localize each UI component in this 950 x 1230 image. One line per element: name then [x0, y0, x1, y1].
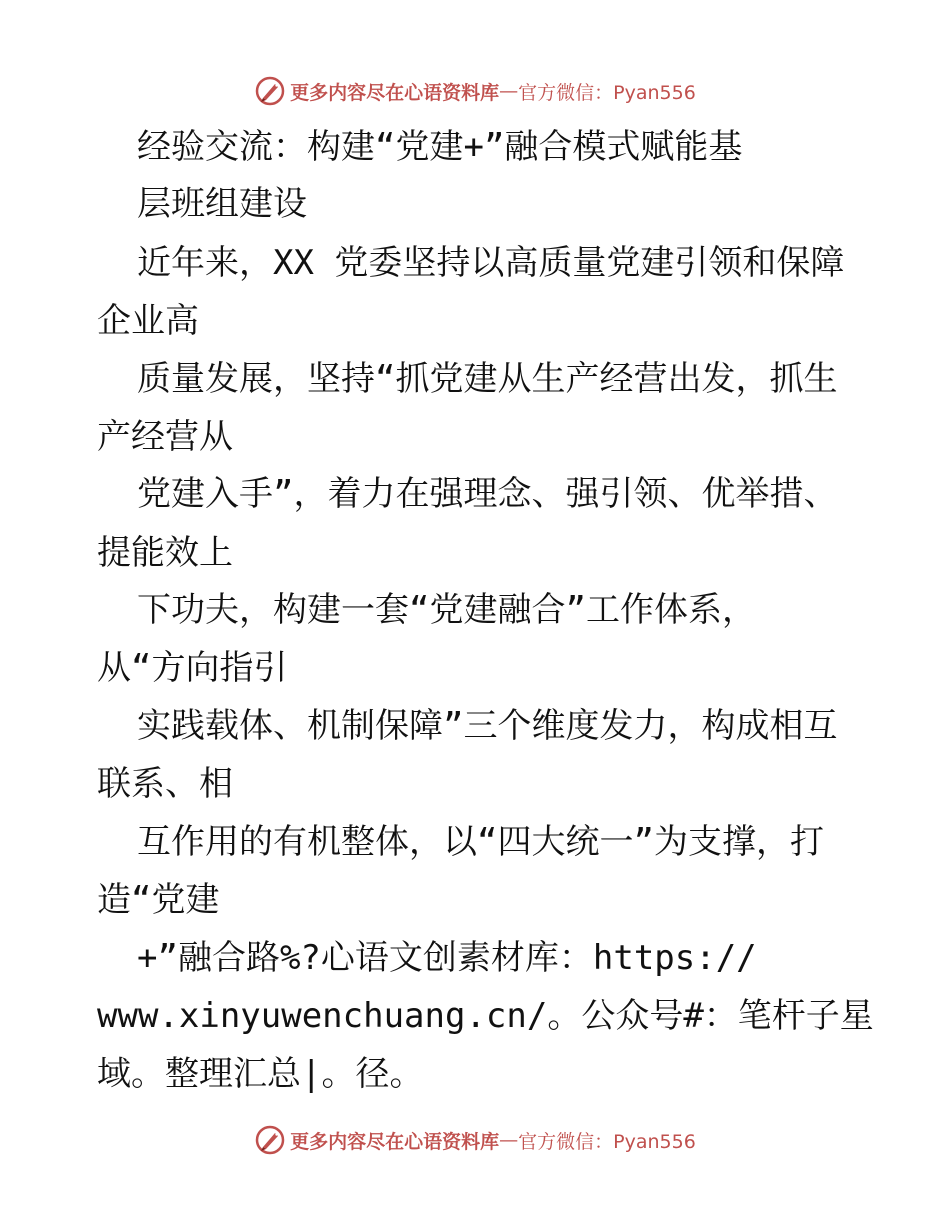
- text-line: 近年来，XX 党委坚持以高质量党建引领和保障: [137, 243, 845, 283]
- banner-separator: —: [499, 80, 519, 102]
- text-line: 域。整理汇总|。径。: [97, 1054, 424, 1094]
- banner-main-text: 更多内容尽在心语资料库: [290, 1130, 500, 1153]
- text-line: 产经营从: [97, 417, 233, 457]
- text-line: 下功夫，构建一套“党建融合”工作体系，: [137, 590, 756, 630]
- pen-logo-icon: [254, 1124, 286, 1156]
- banner-wechat-text: 官方微信：Pyan556: [518, 81, 696, 104]
- header-banner: [0, 71, 950, 111]
- text-line: 实践载体、机制保障”三个维度发力，构成相互: [137, 706, 838, 746]
- text-line-title-2: 层班组建设: [137, 184, 307, 224]
- text-line: 企业高: [97, 301, 199, 341]
- text-line: www.xinyuwenchuang.cn/。公众号#：笔杆子星: [97, 996, 874, 1036]
- banner-separator: —: [499, 1129, 519, 1151]
- text-line-title-1: 经验交流：构建“党建+”融合模式赋能基: [137, 127, 743, 167]
- banner-wechat-text: 官方微信：Pyan556: [518, 1130, 696, 1153]
- text-line: 造“党建: [97, 880, 220, 920]
- text-line: 质量发展，坚持“抓党建从生产经营出发，抓生: [137, 359, 838, 399]
- footer-banner: [0, 1120, 950, 1160]
- pen-logo-icon: [254, 75, 286, 107]
- banner-main-text: 更多内容尽在心语资料库: [290, 81, 500, 104]
- text-line: 互作用的有机整体，以“四大统一”为支撑，打: [137, 822, 824, 862]
- text-line: 联系、相: [97, 764, 233, 804]
- text-line: 党建入手”，着力在强理念、强引领、优举措、: [137, 474, 838, 514]
- text-line: 从“方向指引: [97, 648, 288, 688]
- text-line: 提能效上: [97, 533, 233, 573]
- text-line: +”融合路%?心语文创素材库：https://: [137, 938, 757, 978]
